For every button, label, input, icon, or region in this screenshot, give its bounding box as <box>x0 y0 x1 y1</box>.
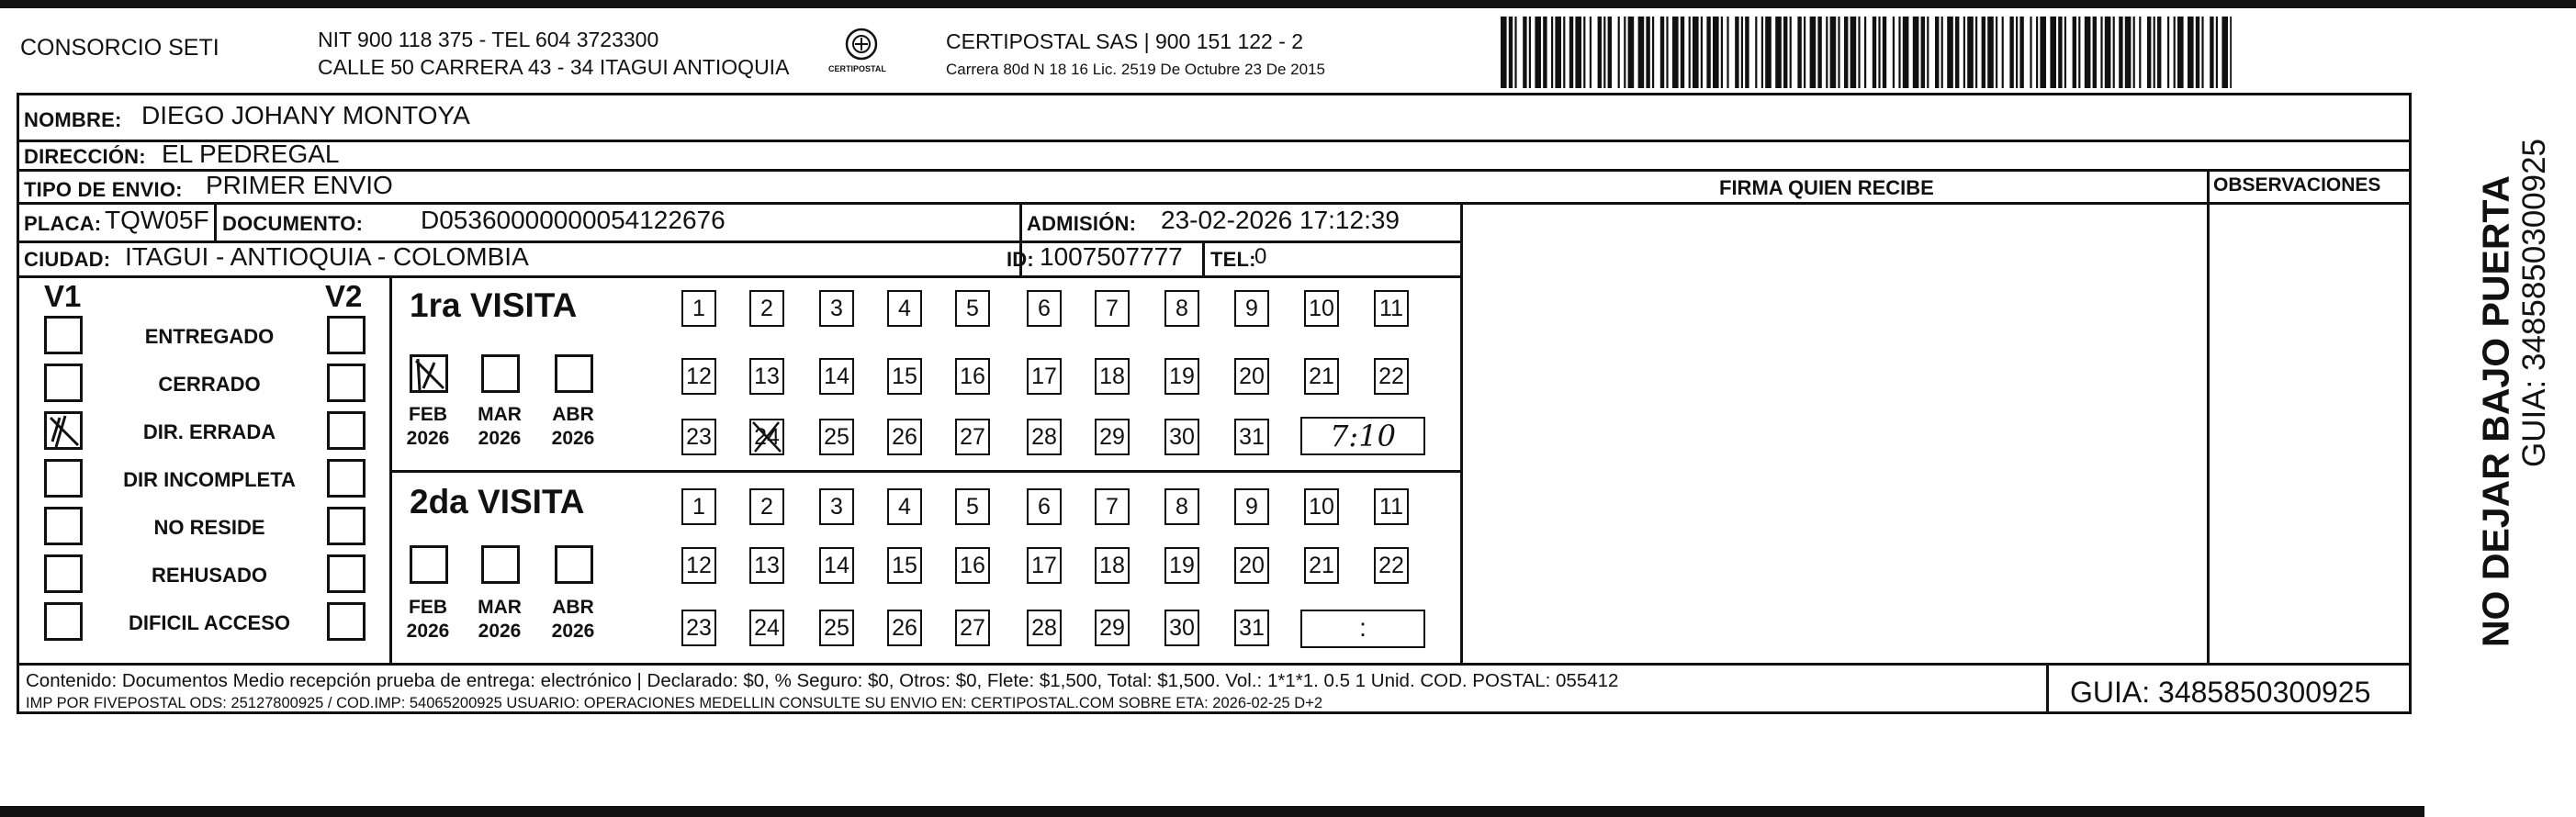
admision-label: ADMISIÓN: <box>1027 212 1137 235</box>
rule <box>389 275 392 665</box>
ciudad-label: CIUDAD: <box>24 248 111 271</box>
v1-status-checkbox[interactable] <box>44 411 83 450</box>
day-box[interactable]: 14 <box>819 358 854 395</box>
x-mark-icon <box>47 414 82 449</box>
month-label: FEB <box>409 404 447 425</box>
rule <box>389 470 1462 473</box>
barcode-bar <box>1523 17 1526 88</box>
address-line: CALLE 50 CARRERA 43 - 34 ITAGUI ANTIOQUIA <box>318 55 790 79</box>
status-label: REHUSADO <box>152 564 267 587</box>
barcode-bar <box>2002 17 2004 88</box>
visit2-time-box[interactable]: : <box>1300 610 1425 648</box>
v1-status-checkbox[interactable] <box>44 316 83 354</box>
day-box[interactable]: 30 <box>1164 419 1199 455</box>
day-box[interactable]: 2 <box>749 488 784 525</box>
day-box[interactable]: 19 <box>1164 358 1199 395</box>
day-box[interactable]: 3 <box>819 488 854 525</box>
nombre-label: NOMBRE: <box>24 108 122 131</box>
barcode-bar <box>1666 17 1668 88</box>
month-checkbox[interactable] <box>410 354 448 393</box>
day-box[interactable]: 8 <box>1164 290 1199 327</box>
placa-label: PLACA: <box>24 212 102 235</box>
firma-label: FIRMA QUIEN RECIBE <box>1719 176 1934 199</box>
day-box[interactable]: 1 <box>681 290 716 327</box>
barcode-bar <box>2188 17 2194 88</box>
direccion-label: DIRECCIÓN: <box>24 145 146 168</box>
day-box[interactable]: 25 <box>819 610 854 646</box>
certipostal-logo <box>825 26 898 83</box>
barcode-bar <box>1501 17 1507 88</box>
barcode-bar <box>1535 17 1541 88</box>
placa-value: TQW05F <box>105 206 209 234</box>
day-box[interactable]: 17 <box>1027 547 1062 584</box>
year-label: 2026 <box>551 621 595 642</box>
barcode-bar <box>2167 17 2169 88</box>
barcode-bar <box>1652 17 1654 88</box>
barcode-bar <box>1864 17 1866 88</box>
status-label: NO RESIDE <box>153 516 265 539</box>
day-box[interactable]: 23 <box>681 419 716 455</box>
barcode-bar <box>1873 17 1876 88</box>
month-checkbox[interactable] <box>555 354 593 393</box>
v1-status-checkbox[interactable] <box>44 364 83 402</box>
v1-status-checkbox[interactable] <box>44 602 83 641</box>
barcode-bar <box>2174 17 2176 88</box>
top-edge-bar <box>0 0 2576 8</box>
month-label: ABR <box>552 404 594 425</box>
bottom-edge-bar <box>0 806 2424 817</box>
year-label: 2026 <box>478 428 522 449</box>
observaciones-area[interactable] <box>2210 206 2411 662</box>
day-box[interactable]: 15 <box>887 547 922 584</box>
barcode-bar <box>1810 17 1817 88</box>
day-box[interactable]: 18 <box>1095 358 1130 395</box>
barcode-bar <box>1817 17 1821 88</box>
barcode-bar <box>1598 17 1602 88</box>
day-box[interactable]: 22 <box>1374 547 1409 584</box>
barcode-bar <box>1963 17 1965 88</box>
nit-line: NIT 900 118 375 - TEL 604 3723300 <box>318 28 659 51</box>
barcode-bar <box>2196 17 2199 88</box>
day-box[interactable]: 12 <box>681 547 716 584</box>
barcode-bar <box>1701 17 1703 88</box>
month-checkbox[interactable] <box>410 545 448 584</box>
barcode-bar <box>2133 17 2135 88</box>
day-box[interactable]: 27 <box>955 610 990 646</box>
barcode-bar <box>2064 17 2066 88</box>
day-box[interactable]: 15 <box>887 358 922 395</box>
barcode-bar <box>2100 17 2102 88</box>
ciudad-value: ITAGUI - ANTIOQUIA - COLOMBIA <box>125 242 529 271</box>
barcode-bar <box>1858 17 1860 88</box>
rule <box>17 140 2412 142</box>
day-box[interactable]: 26 <box>887 610 922 646</box>
barcode-bar <box>1830 17 1837 88</box>
barcode-bar <box>1797 17 1801 88</box>
day-box[interactable]: 4 <box>887 488 922 525</box>
barcode-bar <box>1646 17 1649 88</box>
barcode-bar <box>1713 17 1719 88</box>
day-box[interactable]: 27 <box>955 419 990 455</box>
day-box[interactable]: 28 <box>1027 610 1062 646</box>
barcode-bar <box>2050 17 2056 88</box>
barcode-bar <box>1624 17 1625 88</box>
id-value: 1007507777 <box>1040 242 1183 271</box>
barcode-bar <box>1555 17 1561 88</box>
barcode-bar <box>1638 17 1645 88</box>
x-mark-icon <box>412 357 447 392</box>
barcode-bar <box>1844 17 1848 88</box>
barcode-bar <box>1967 17 1974 88</box>
barcode-bar <box>1660 17 1664 88</box>
v2-label: V2 <box>325 279 363 313</box>
carrier-subline: Carrera 80d N 18 16 Lic. 2519 De Octubre 23 De 2015 <box>946 61 1325 78</box>
status-label: CERRADO <box>158 373 261 396</box>
month-checkbox[interactable] <box>481 354 520 393</box>
tel-value: 0 <box>1254 244 1267 269</box>
barcode-bar <box>2058 17 2062 88</box>
v1-status-checkbox[interactable] <box>44 507 83 545</box>
barcode-bar <box>1543 17 1547 88</box>
barcode-bar <box>1608 17 1612 88</box>
barcode-bar <box>1514 17 1516 88</box>
barcode-bar <box>2085 17 2091 88</box>
year-label: 2026 <box>551 428 595 449</box>
rule <box>2207 169 2210 665</box>
day-box[interactable]: 24 <box>749 610 784 646</box>
side-warning: NO DEJAR BAJO PUERTA <box>2474 174 2517 648</box>
barcode-bar <box>1727 17 1728 88</box>
visit1-title: 1ra VISITA <box>410 286 578 324</box>
day-box[interactable]: 29 <box>1095 610 1130 646</box>
v1-label: V1 <box>44 279 82 313</box>
barcode-bar <box>1563 17 1565 88</box>
barcode-bar <box>1529 17 1531 88</box>
barcode-bar <box>2036 17 2038 88</box>
barcode-bar <box>1921 17 1925 88</box>
barcode-bar <box>1935 17 1939 88</box>
barcode-bar <box>2216 17 2218 88</box>
barcode-bar <box>1893 17 1895 88</box>
status-label: DIFICIL ACCESO <box>128 611 290 634</box>
year-label: 2026 <box>406 428 450 449</box>
day-box[interactable]: 17 <box>1027 358 1062 395</box>
barcode-bar <box>1955 17 1959 88</box>
barcode-bar <box>1927 17 1929 88</box>
year-label: 2026 <box>406 621 450 642</box>
day-box[interactable]: 14 <box>819 547 854 584</box>
barcode-bar <box>1628 17 1635 88</box>
barcode-bar <box>1761 17 1763 88</box>
barcode-bar <box>2157 17 2161 88</box>
barcode-bar <box>1883 17 1886 88</box>
barcode-bar <box>1804 17 1805 88</box>
day-box[interactable]: 31 <box>1234 610 1269 646</box>
barcode-bar <box>2154 17 2155 88</box>
barcode-bar <box>1996 17 1997 88</box>
barcode-bar <box>1721 17 1723 88</box>
barcode-bar <box>1618 17 1620 88</box>
day-box[interactable]: 20 <box>1234 358 1269 395</box>
month-label: MAR <box>478 404 522 425</box>
day-box[interactable]: 10 <box>1304 488 1339 525</box>
day-box[interactable]: 11 <box>1374 290 1409 327</box>
tel-label: TEL: <box>1210 248 1256 271</box>
day-box[interactable]: 4 <box>887 290 922 327</box>
day-box[interactable]: 3 <box>819 290 854 327</box>
barcode-bar <box>2113 17 2115 88</box>
day-box[interactable]: 30 <box>1164 610 1199 646</box>
day-box[interactable]: 9 <box>1234 488 1269 525</box>
v2-status-checkbox[interactable] <box>327 459 366 498</box>
v2-status-checkbox[interactable] <box>327 602 366 641</box>
day-box[interactable]: 25 <box>819 419 854 455</box>
barcode-bar <box>2016 17 2018 88</box>
barcode-bar <box>1741 17 1743 88</box>
barcode-bar <box>1755 17 1757 88</box>
barcode-bar <box>1783 17 1787 88</box>
barcode-bar <box>1735 17 1738 88</box>
barcode-bar <box>2147 17 2151 88</box>
day-box[interactable]: 5 <box>955 290 990 327</box>
imp-line: IMP POR FIVEPOSTAL ODS: 25127800925 / COD.IMP: 54065200925 USUARIO: OPERACIONES MEDELLIN CONSULTE SU ENVIO EN: CERTIPOSTAL.COM SOBRE ETA: 2026-02-25 D+2 <box>26 695 1323 711</box>
barcode-bar <box>1903 17 1909 88</box>
admision-value: 23-02-2026 17:12:39 <box>1161 206 1400 234</box>
day-box[interactable]: 10 <box>1304 290 1339 327</box>
month-checkbox[interactable] <box>555 545 593 584</box>
barcode-bar <box>2119 17 2122 88</box>
rule <box>2046 663 2049 714</box>
direccion-value: EL PEDREGAL <box>162 140 340 168</box>
id-label: ID: <box>1007 248 1034 271</box>
day-box[interactable]: 23 <box>681 610 716 646</box>
signature-area[interactable] <box>1464 206 2206 662</box>
day-box[interactable]: 5 <box>955 488 990 525</box>
day-box[interactable]: 21 <box>1304 358 1339 395</box>
barcode-bar <box>1941 17 1943 88</box>
barcode-bar <box>2230 17 2232 88</box>
day-box[interactable]: 8 <box>1164 488 1199 525</box>
barcode-bar <box>1790 17 1792 88</box>
barcode-bar <box>1838 17 1839 88</box>
carrier-line: CERTIPOSTAL SAS | 900 151 122 - 2 <box>946 29 1304 53</box>
barcode-bar <box>2093 17 2097 88</box>
barcode-bar <box>1509 17 1513 88</box>
barcode-bar <box>2030 17 2031 88</box>
barcode-bar <box>1603 17 1605 88</box>
barcode-bar <box>1975 17 1977 88</box>
barcode-bar <box>1878 17 1880 88</box>
v2-status-checkbox[interactable] <box>327 316 366 354</box>
day-box[interactable]: 11 <box>1374 488 1409 525</box>
month-label: ABR <box>552 597 594 618</box>
rule <box>214 204 217 242</box>
barcode-bar <box>1898 17 1900 88</box>
month-label: FEB <box>409 597 447 618</box>
day-box[interactable]: 26 <box>887 419 922 455</box>
status-label: DIR INCOMPLETA <box>123 468 296 491</box>
barcode-bar <box>2201 17 2203 88</box>
documento-value: D05360000000054122676 <box>421 206 726 234</box>
day-box[interactable]: 7 <box>1095 488 1130 525</box>
tipo-envio-value: PRIMER ENVIO <box>206 171 393 199</box>
barcode-bar <box>2073 17 2076 88</box>
day-box[interactable]: 22 <box>1374 358 1409 395</box>
barcode-bar <box>1672 17 1679 88</box>
barcode-bar <box>1947 17 1953 88</box>
barcode-bar <box>1982 17 1985 88</box>
v2-status-checkbox[interactable] <box>327 364 366 402</box>
visit2-title: 2da VISITA <box>410 483 585 520</box>
day-box[interactable]: 9 <box>1234 290 1269 327</box>
day-box[interactable]: 29 <box>1095 419 1130 455</box>
barcode-bar <box>1689 17 1691 88</box>
day-box[interactable]: 31 <box>1234 419 1269 455</box>
rule <box>17 202 2412 205</box>
v2-status-checkbox[interactable] <box>327 507 366 545</box>
barcode-bar <box>1826 17 1828 88</box>
company-name: CONSORCIO SETI <box>20 35 219 61</box>
day-box[interactable]: 2 <box>749 290 784 327</box>
day-box[interactable]: 24 <box>749 419 784 455</box>
barcode-bar <box>1590 17 1592 88</box>
day-box[interactable]: 13 <box>749 547 784 584</box>
status-label: DIR. ERRADA <box>142 420 276 443</box>
month-checkbox[interactable] <box>481 545 520 584</box>
day-box[interactable]: 18 <box>1095 547 1130 584</box>
barcode-bar <box>1681 17 1684 88</box>
barcode-bar <box>2177 17 2184 88</box>
nombre-value: DIEGO JOHANY MONTOYA <box>141 101 470 129</box>
v2-status-checkbox[interactable] <box>327 554 366 593</box>
barcode-bar <box>1775 17 1782 88</box>
barcode-bar <box>1551 17 1553 88</box>
barcode-bar <box>1693 17 1699 88</box>
barcode-bar <box>2009 17 2013 88</box>
footer-guia: GUIA: 3485850300925 <box>2070 676 2371 709</box>
barcode-bar <box>1583 17 1585 88</box>
v1-status-checkbox[interactable] <box>44 554 83 593</box>
x-mark-icon <box>749 419 784 455</box>
rule <box>1460 202 1463 665</box>
documento-label: DOCUMENTO: <box>222 212 364 235</box>
status-label: ENTREGADO <box>144 325 275 348</box>
observaciones-label: OBSERVACIONES <box>2213 174 2381 196</box>
barcode-bar <box>2040 17 2046 88</box>
barcode-bar <box>2125 17 2132 88</box>
barcode-bar <box>2139 17 2141 88</box>
day-box[interactable]: 12 <box>681 358 716 395</box>
day-box[interactable]: 20 <box>1234 547 1269 584</box>
v1-status-checkbox[interactable] <box>44 459 83 498</box>
rule <box>17 663 2412 666</box>
barcode-bar <box>1765 17 1772 88</box>
barcode-bar <box>1745 17 1749 88</box>
day-box[interactable]: 16 <box>955 358 990 395</box>
barcode <box>1501 17 2232 88</box>
tipo-envio-label: TIPO DE ENVIO: <box>24 178 183 201</box>
barcode-bar <box>2105 17 2111 88</box>
barcode-bar <box>1575 17 1581 88</box>
rule <box>17 275 1462 278</box>
month-label: MAR <box>478 597 522 618</box>
barcode-bar <box>1706 17 1710 88</box>
visit1-time-box[interactable]: 7:10 <box>1300 417 1425 455</box>
year-label: 2026 <box>478 621 522 642</box>
barcode-bar <box>2222 17 2228 88</box>
barcode-bar <box>1913 17 1919 88</box>
rule <box>1202 241 1205 277</box>
day-box[interactable]: 21 <box>1304 547 1339 584</box>
barcode-bar <box>2078 17 2080 88</box>
contenido-line: Contenido: Documentos Medio recepción prueba de entrega: electrónico | Declarado: $0, % Seguro: $0, Otros: $0, Flete: $1,500, Total: $1,500. Vol.: 1*1*1. 0.5 1 Unid. COD. POSTAL: 055412 <box>26 670 1619 691</box>
v2-status-checkbox[interactable] <box>327 411 366 450</box>
day-box[interactable]: 7 <box>1095 290 1130 327</box>
barcode-bar <box>1569 17 1573 88</box>
day-box[interactable]: 28 <box>1027 419 1062 455</box>
day-box[interactable]: 13 <box>749 358 784 395</box>
day-box[interactable]: 19 <box>1164 547 1199 584</box>
day-box[interactable]: 1 <box>681 488 716 525</box>
day-box[interactable]: 6 <box>1027 488 1062 525</box>
barcode-bar <box>1987 17 1994 88</box>
day-box[interactable]: 6 <box>1027 290 1062 327</box>
barcode-bar <box>2019 17 2023 88</box>
barcode-bar <box>2210 17 2213 88</box>
logo-wordmark: CERTIPOSTAL <box>828 64 886 73</box>
side-guia: GUIA: 3485850300925 <box>2516 138 2552 468</box>
barcode-bar <box>1850 17 1857 88</box>
day-box[interactable]: 16 <box>955 547 990 584</box>
